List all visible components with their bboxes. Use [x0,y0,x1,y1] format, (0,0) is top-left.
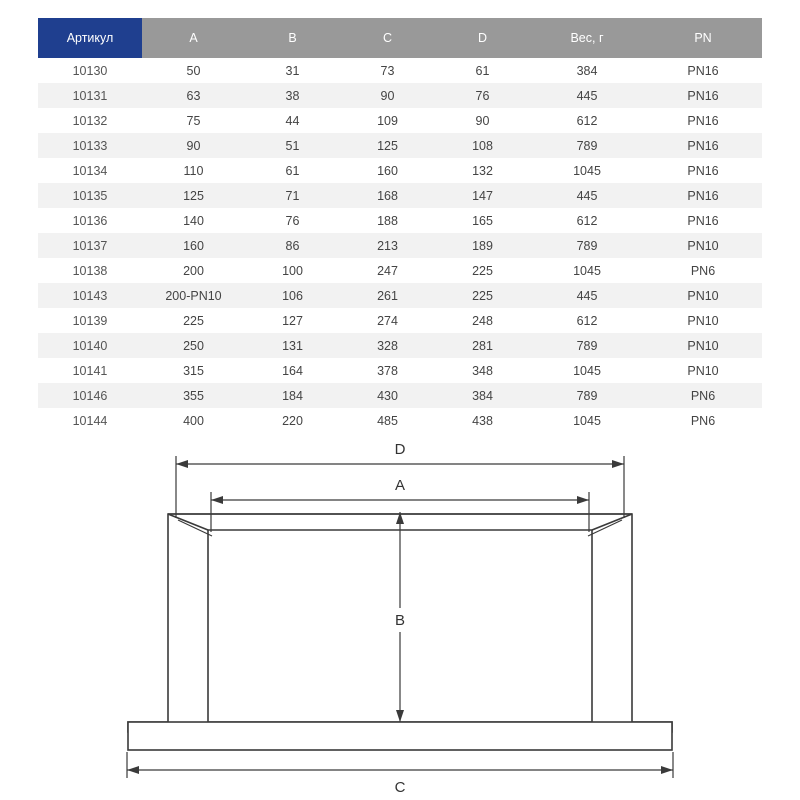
cell-c: 160 [340,158,435,183]
cell-d: 248 [435,308,530,333]
table-header-cell-pn: PN [644,18,762,58]
cell-weight: 1045 [530,258,644,283]
cell-d: 225 [435,283,530,308]
cell-d: 147 [435,183,530,208]
cell-a: 225 [142,308,245,333]
cell-article: 10133 [38,133,142,158]
cell-d: 225 [435,258,530,283]
table-row [38,383,762,408]
cell-weight: 612 [530,208,644,233]
cell-weight: 1045 [530,358,644,383]
table-row [38,208,762,233]
table-row [38,183,762,208]
cell-b: 220 [245,408,340,433]
cell-d: 132 [435,158,530,183]
table-header-row [38,18,762,58]
table-row [38,108,762,133]
cell-weight: 445 [530,83,644,108]
cell-weight: 789 [530,383,644,408]
cell-c: 213 [340,233,435,258]
table-row [38,258,762,283]
cell-b: 100 [245,258,340,283]
cell-a: 63 [142,83,245,108]
cell-d: 76 [435,83,530,108]
cell-article: 10131 [38,83,142,108]
cell-article: 10135 [38,183,142,208]
table-row [38,333,762,358]
cell-b: 127 [245,308,340,333]
cell-d: 108 [435,133,530,158]
cell-pn: PN16 [644,133,762,158]
cell-d: 61 [435,58,530,83]
dimensions-table [38,18,762,433]
cell-d: 165 [435,208,530,233]
cell-pn: PN16 [644,208,762,233]
cell-a: 110 [142,158,245,183]
table-row [38,358,762,383]
cell-article: 10138 [38,258,142,283]
cell-a: 50 [142,58,245,83]
table-header-cell-b: B [245,18,340,58]
cell-c: 73 [340,58,435,83]
cell-a: 250 [142,333,245,358]
cell-pn: PN16 [644,183,762,208]
cell-weight: 1045 [530,408,644,433]
dimension-label-b: B [394,612,406,629]
cell-a: 400 [142,408,245,433]
cell-a: 125 [142,183,245,208]
cell-d: 281 [435,333,530,358]
cell-c: 109 [340,108,435,133]
cell-pn: PN16 [644,58,762,83]
cell-article: 10134 [38,158,142,183]
cell-c: 430 [340,383,435,408]
cell-b: 38 [245,83,340,108]
cell-d: 189 [435,233,530,258]
cell-c: 168 [340,183,435,208]
table-row [38,58,762,83]
cell-a: 200-PN10 [142,283,245,308]
table-row [38,408,762,433]
table-header-cell-weight: Вес, г [530,18,644,58]
cell-pn: PN10 [644,283,762,308]
cell-c: 90 [340,83,435,108]
cell-article: 10144 [38,408,142,433]
cell-b: 71 [245,183,340,208]
cell-article: 10141 [38,358,142,383]
cell-c: 328 [340,333,435,358]
cell-b: 164 [245,358,340,383]
dimension-label-a: A [394,477,406,494]
table-header-cell-d: D [435,18,530,58]
cell-pn: PN6 [644,408,762,433]
cell-c: 274 [340,308,435,333]
table-row [38,83,762,108]
cell-d: 384 [435,383,530,408]
cell-b: 44 [245,108,340,133]
cell-pn: PN6 [644,383,762,408]
table-body [38,58,762,433]
dimension-label-c: C [394,779,406,796]
table-header-cell-c: C [340,18,435,58]
cell-c: 485 [340,408,435,433]
table-row [38,283,762,308]
cell-a: 200 [142,258,245,283]
cell-weight: 612 [530,108,644,133]
cell-pn: PN10 [644,308,762,333]
table-row [38,158,762,183]
cell-d: 348 [435,358,530,383]
cell-article: 10140 [38,333,142,358]
cell-pn: PN10 [644,358,762,383]
cell-article: 10146 [38,383,142,408]
table-row [38,308,762,333]
cell-b: 86 [245,233,340,258]
cell-article: 10137 [38,233,142,258]
cell-b: 31 [245,58,340,83]
cell-pn: PN16 [644,83,762,108]
cell-c: 125 [340,133,435,158]
cell-a: 315 [142,358,245,383]
cell-a: 90 [142,133,245,158]
dimension-c [127,752,673,778]
cell-b: 76 [245,208,340,233]
cell-article: 10130 [38,58,142,83]
cell-weight: 789 [530,333,644,358]
dimensions-table-container [38,18,762,433]
cell-a: 75 [142,108,245,133]
cell-d: 90 [435,108,530,133]
cell-weight: 1045 [530,158,644,183]
cell-pn: PN10 [644,333,762,358]
cell-b: 131 [245,333,340,358]
table-header-cell-a: A [142,18,245,58]
cell-b: 184 [245,383,340,408]
cell-weight: 445 [530,183,644,208]
cell-b: 51 [245,133,340,158]
cell-pn: PN16 [644,108,762,133]
cell-article: 10136 [38,208,142,233]
cell-a: 355 [142,383,245,408]
cell-a: 160 [142,233,245,258]
cell-article: 10139 [38,308,142,333]
cell-pn: PN6 [644,258,762,283]
cell-pn: PN10 [644,233,762,258]
cell-article: 10143 [38,283,142,308]
dimension-label-d: D [394,441,406,458]
cell-d: 438 [435,408,530,433]
flange-base-plate [128,722,672,750]
table-row [38,233,762,258]
cell-b: 106 [245,283,340,308]
cell-pn: PN16 [644,158,762,183]
cell-b: 61 [245,158,340,183]
cell-c: 247 [340,258,435,283]
cell-c: 378 [340,358,435,383]
table-header-cell-article: Артикул [38,18,142,58]
cell-weight: 445 [530,283,644,308]
cell-weight: 384 [530,58,644,83]
cell-c: 261 [340,283,435,308]
cell-weight: 612 [530,308,644,333]
cell-weight: 789 [530,233,644,258]
table-row [38,133,762,158]
cell-article: 10132 [38,108,142,133]
cell-c: 188 [340,208,435,233]
table-header [38,18,762,58]
cell-weight: 789 [530,133,644,158]
cell-a: 140 [142,208,245,233]
technical-drawing [0,432,800,800]
